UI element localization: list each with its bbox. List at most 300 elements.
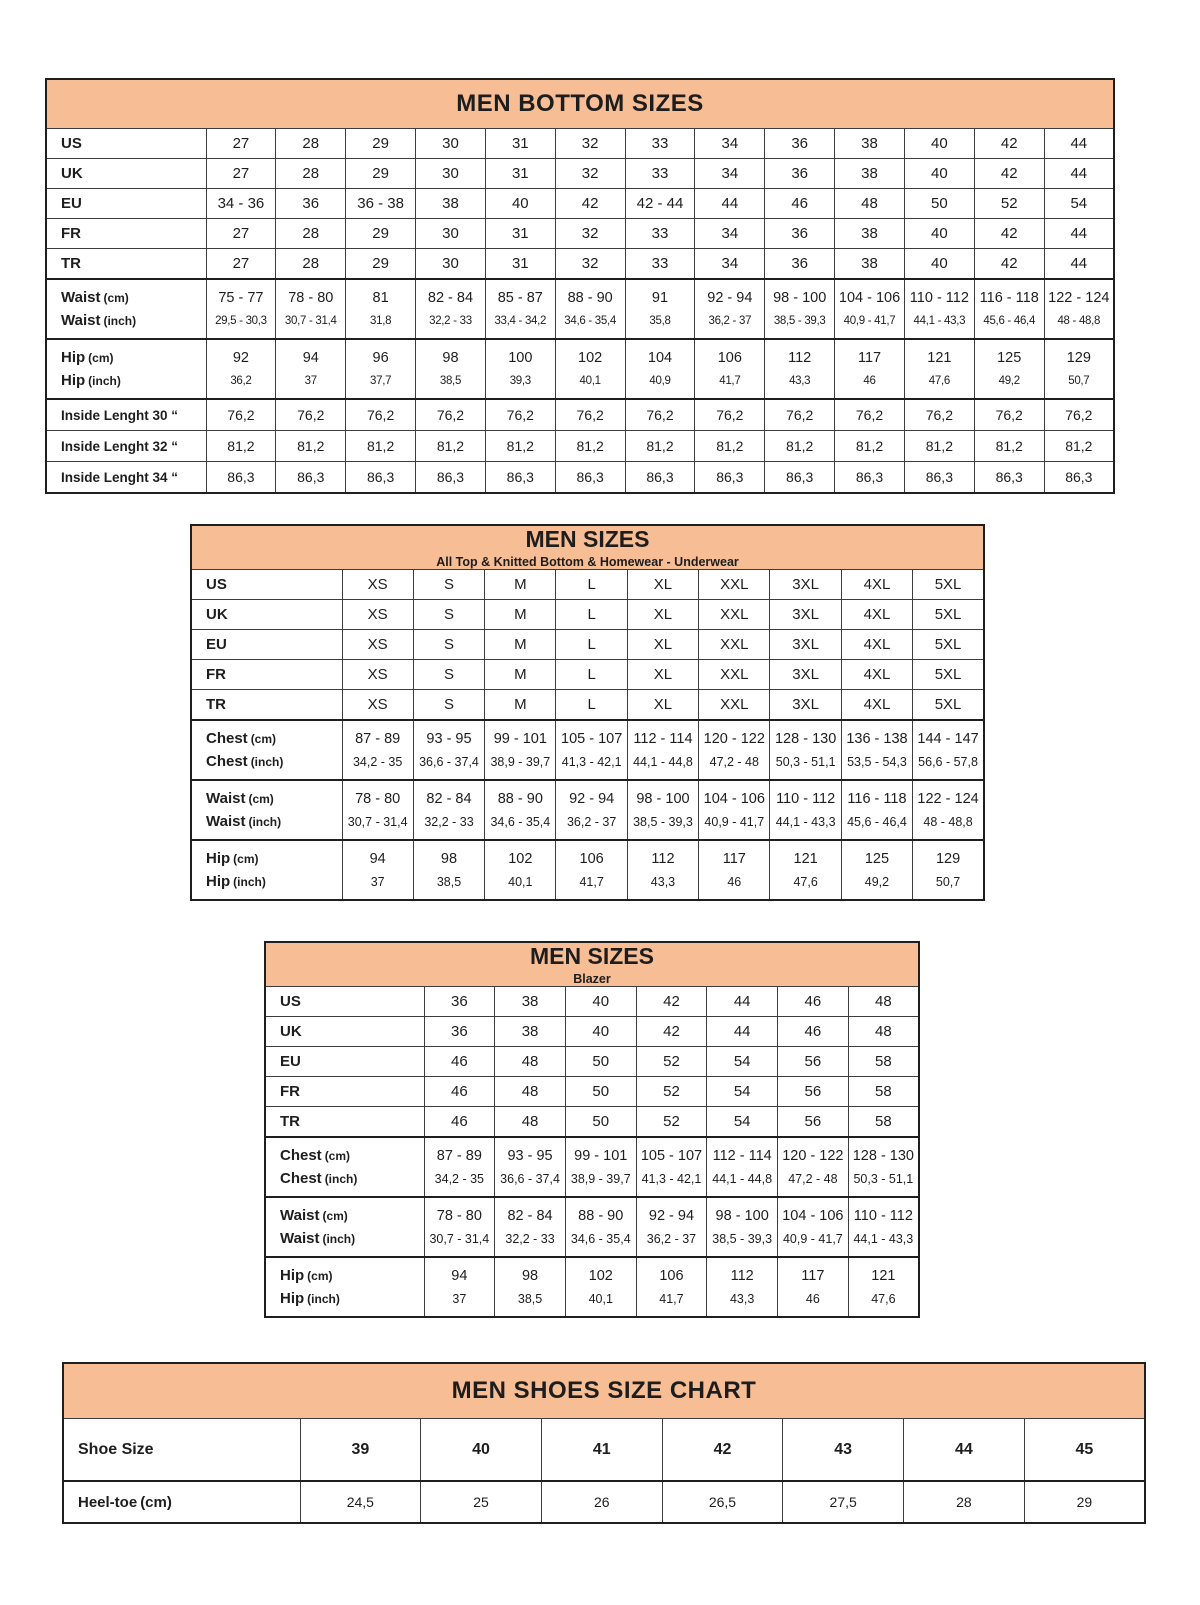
value-cell: 42: [636, 1017, 707, 1047]
table-header-band: [46, 79, 1114, 129]
value-cell: 93 - 95: [495, 1137, 566, 1168]
value-cell: 88 - 90: [555, 279, 625, 310]
row-label-cell: [191, 690, 342, 721]
value-cell: 98: [495, 1257, 566, 1288]
value-cell: 40,9 - 41,7: [835, 310, 905, 339]
value-cell: 86,3: [835, 462, 905, 494]
value-cell: XS: [342, 600, 413, 630]
value-cell: 93 - 95: [413, 720, 484, 751]
table-row: [46, 189, 1114, 219]
value-cell: 36,2: [206, 370, 276, 399]
row-label: TR: [206, 696, 226, 713]
value-cell: 29: [346, 249, 416, 280]
row-label: Waist: [206, 813, 246, 830]
value-cell: S: [413, 570, 484, 600]
value-cell: 128 - 130: [770, 720, 841, 751]
value-cell: 46: [424, 1047, 495, 1077]
value-cell: 86,3: [625, 462, 695, 494]
value-cell: 76,2: [904, 399, 974, 431]
value-cell: 29: [346, 219, 416, 249]
value-cell: 76,2: [625, 399, 695, 431]
table-row: [46, 462, 1114, 494]
value-cell: XXL: [699, 600, 770, 630]
value-cell: 46: [765, 189, 835, 219]
value-cell: 47,2 - 48: [699, 751, 770, 780]
value-cell: 37: [424, 1288, 495, 1317]
row-label-cell: [46, 399, 206, 431]
value-cell: 120 - 122: [778, 1137, 849, 1168]
row-label-unit: (cm): [233, 852, 259, 866]
value-cell: 43,3: [707, 1288, 778, 1317]
value-cell: 44: [1044, 159, 1114, 189]
value-cell: 52: [974, 189, 1044, 219]
row-label: Waist: [61, 312, 101, 329]
value-cell: 120 - 122: [699, 720, 770, 751]
value-cell: 29,5 - 30,3: [206, 310, 276, 339]
row-label-cell: [265, 1168, 424, 1197]
men-sizes-blazer-grid: [264, 941, 920, 1318]
table-row: [191, 600, 984, 630]
value-cell: 34,6 - 35,4: [555, 310, 625, 339]
row-label: Waist: [280, 1207, 320, 1224]
value-cell: 92 - 94: [695, 279, 765, 310]
value-cell: 94: [342, 840, 413, 871]
value-cell: 40: [421, 1419, 542, 1482]
value-cell: L: [556, 600, 627, 630]
value-cell: 92 - 94: [636, 1197, 707, 1228]
men-sizes-blazer-table: [264, 941, 920, 1318]
value-cell: 46: [424, 1107, 495, 1138]
table-header-row: [265, 942, 919, 987]
table-row: [265, 1168, 919, 1197]
value-cell: 110 - 112: [848, 1197, 919, 1228]
value-cell: 104 - 106: [699, 780, 770, 811]
value-cell: 86,3: [276, 462, 346, 494]
table-header-band: [63, 1363, 1145, 1419]
table-row: [265, 1228, 919, 1257]
value-cell: 35,8: [625, 310, 695, 339]
value-cell: 45: [1024, 1419, 1145, 1482]
row-label-unit: (cm): [250, 732, 277, 746]
value-cell: 88 - 90: [565, 1197, 636, 1228]
table-title: MEN BOTTOM SIZES: [456, 89, 704, 117]
table-row: [191, 811, 984, 840]
value-cell: 76,2: [835, 399, 905, 431]
value-cell: 38: [835, 219, 905, 249]
value-cell: 102: [485, 840, 556, 871]
value-cell: 76,2: [1044, 399, 1114, 431]
value-cell: 86,3: [485, 462, 555, 494]
value-cell: M: [485, 600, 556, 630]
value-cell: 81,2: [904, 431, 974, 462]
table-row: [191, 871, 984, 900]
value-cell: 43,3: [765, 370, 835, 399]
table-subtitle: All Top & Knitted Bottom & Homewear - Underwear: [436, 554, 739, 569]
value-cell: 48 - 48,8: [913, 811, 984, 840]
value-cell: 98 - 100: [707, 1197, 778, 1228]
row-label-unit: (inch): [324, 1172, 358, 1186]
value-cell: M: [485, 630, 556, 660]
value-cell: 76,2: [416, 399, 486, 431]
value-cell: 43,3: [627, 871, 698, 900]
row-label: Waist: [280, 1230, 320, 1247]
value-cell: 75 - 77: [206, 279, 276, 310]
value-cell: 36: [765, 129, 835, 159]
value-cell: 38,5: [413, 871, 484, 900]
value-cell: 41,3 - 42,1: [636, 1168, 707, 1197]
value-cell: 81,2: [974, 431, 1044, 462]
value-cell: 48: [848, 1017, 919, 1047]
row-label-unit: (inch): [248, 815, 282, 829]
value-cell: 76,2: [206, 399, 276, 431]
row-label-cell: [46, 279, 206, 310]
value-cell: 24,5: [300, 1481, 421, 1523]
value-cell: 117: [699, 840, 770, 871]
value-cell: 86,3: [765, 462, 835, 494]
value-cell: 36: [424, 987, 495, 1017]
value-cell: M: [485, 570, 556, 600]
table-row: [46, 370, 1114, 399]
row-label: Chest: [280, 1170, 322, 1187]
value-cell: 4XL: [841, 570, 912, 600]
value-cell: 98: [413, 840, 484, 871]
value-cell: 76,2: [485, 399, 555, 431]
value-cell: 44,1 - 43,3: [904, 310, 974, 339]
men-shoes-size-chart-grid: [62, 1362, 1146, 1524]
value-cell: 34: [695, 159, 765, 189]
row-label: TR: [280, 1113, 300, 1130]
value-cell: 30,7 - 31,4: [342, 811, 413, 840]
table-row: [265, 1137, 919, 1168]
value-cell: 26: [541, 1481, 662, 1523]
value-cell: 36: [276, 189, 346, 219]
value-cell: 121: [904, 339, 974, 370]
value-cell: XXL: [699, 660, 770, 690]
value-cell: 4XL: [841, 690, 912, 721]
table-row: [191, 690, 984, 721]
value-cell: 33,4 - 34,2: [485, 310, 555, 339]
value-cell: 34: [695, 249, 765, 280]
value-cell: 46: [699, 871, 770, 900]
value-cell: 48: [495, 1047, 566, 1077]
value-cell: 86,3: [974, 462, 1044, 494]
value-cell: 26,5: [662, 1481, 783, 1523]
value-cell: 96: [346, 339, 416, 370]
value-cell: 44: [707, 987, 778, 1017]
value-cell: 45,6 - 46,4: [974, 310, 1044, 339]
row-label-cell: [191, 600, 342, 630]
row-label-cell: [191, 840, 342, 871]
value-cell: 116 - 118: [841, 780, 912, 811]
table-row: [191, 780, 984, 811]
value-cell: 112 - 114: [707, 1137, 778, 1168]
table-title: MEN SHOES SIZE CHART: [451, 1376, 757, 1404]
value-cell: 76,2: [555, 399, 625, 431]
value-cell: 42: [662, 1419, 783, 1482]
row-label: TR: [61, 255, 81, 272]
value-cell: 30: [416, 129, 486, 159]
value-cell: 105 - 107: [556, 720, 627, 751]
value-cell: 82 - 84: [495, 1197, 566, 1228]
value-cell: 76,2: [346, 399, 416, 431]
men-bottom-sizes-table: [45, 78, 1115, 494]
value-cell: 38: [835, 129, 905, 159]
value-cell: 41,7: [556, 871, 627, 900]
value-cell: 112 - 114: [627, 720, 698, 751]
value-cell: 50,3 - 51,1: [770, 751, 841, 780]
value-cell: 36: [765, 159, 835, 189]
value-cell: 81,2: [765, 431, 835, 462]
value-cell: 54: [707, 1047, 778, 1077]
value-cell: 56,6 - 57,8: [913, 751, 984, 780]
value-cell: 54: [707, 1077, 778, 1107]
row-label-unit: (cm): [103, 291, 129, 305]
value-cell: 117: [778, 1257, 849, 1288]
row-label-unit: (cm): [307, 1269, 333, 1283]
value-cell: 36: [765, 219, 835, 249]
men-bottom-sizes-grid: [45, 78, 1115, 494]
value-cell: 36,2 - 37: [636, 1228, 707, 1257]
value-cell: XL: [627, 630, 698, 660]
value-cell: 87 - 89: [342, 720, 413, 751]
row-label: Chest: [280, 1147, 322, 1164]
value-cell: 32,2 - 33: [416, 310, 486, 339]
value-cell: 36,2 - 37: [556, 811, 627, 840]
row-label-cell: [265, 1017, 424, 1047]
value-cell: XXL: [699, 570, 770, 600]
value-cell: S: [413, 690, 484, 721]
value-cell: 81,2: [625, 431, 695, 462]
row-label-unit: (inch): [233, 875, 266, 889]
row-label: US: [206, 576, 227, 593]
value-cell: 48: [495, 1107, 566, 1138]
value-cell: 27: [206, 249, 276, 280]
row-label: Hip: [206, 873, 231, 890]
value-cell: 39: [300, 1419, 421, 1482]
value-cell: 34,6 - 35,4: [565, 1228, 636, 1257]
row-label: Hip: [61, 372, 86, 389]
value-cell: 52: [636, 1107, 707, 1138]
value-cell: 76,2: [765, 399, 835, 431]
value-cell: 34: [695, 129, 765, 159]
value-cell: 106: [695, 339, 765, 370]
value-cell: 104 - 106: [835, 279, 905, 310]
value-cell: 34 - 36: [206, 189, 276, 219]
row-label: Inside Lenght 32 “: [61, 439, 179, 454]
value-cell: 50,7: [913, 871, 984, 900]
value-cell: 31,8: [346, 310, 416, 339]
row-label-cell: [191, 660, 342, 690]
value-cell: 50: [904, 189, 974, 219]
row-label: US: [61, 135, 82, 152]
value-cell: 44: [695, 189, 765, 219]
row-label-cell: [265, 1257, 424, 1288]
value-cell: 38,5 - 39,3: [627, 811, 698, 840]
row-label-cell: [191, 751, 342, 780]
row-label-unit: (cm): [322, 1209, 348, 1223]
value-cell: 30,7 - 31,4: [424, 1228, 495, 1257]
value-cell: 76,2: [695, 399, 765, 431]
value-cell: 56: [778, 1107, 849, 1138]
value-cell: 4XL: [841, 660, 912, 690]
row-label-cell: [46, 370, 206, 399]
value-cell: 50,7: [1044, 370, 1114, 399]
row-label: Hip: [61, 349, 86, 366]
row-label-unit: (inch): [322, 1232, 356, 1246]
value-cell: 38,5 - 39,3: [765, 310, 835, 339]
value-cell: 47,2 - 48: [778, 1168, 849, 1197]
value-cell: 105 - 107: [636, 1137, 707, 1168]
value-cell: 30: [416, 219, 486, 249]
value-cell: 28: [904, 1481, 1025, 1523]
row-label-cell: [46, 431, 206, 462]
value-cell: 40: [565, 987, 636, 1017]
value-cell: 56: [778, 1047, 849, 1077]
value-cell: 25: [421, 1481, 542, 1523]
table-title: MEN SIZES: [530, 943, 654, 970]
value-cell: 4XL: [841, 600, 912, 630]
value-cell: 78 - 80: [342, 780, 413, 811]
row-label-cell: [46, 310, 206, 339]
value-cell: 40: [485, 189, 555, 219]
value-cell: 38,5: [495, 1288, 566, 1317]
value-cell: 121: [770, 840, 841, 871]
value-cell: 121: [848, 1257, 919, 1288]
value-cell: 86,3: [346, 462, 416, 494]
value-cell: 87 - 89: [424, 1137, 495, 1168]
value-cell: 45,6 - 46,4: [841, 811, 912, 840]
value-cell: 42: [974, 159, 1044, 189]
value-cell: 3XL: [770, 600, 841, 630]
row-label-cell: [46, 159, 206, 189]
row-label-cell: [63, 1419, 300, 1482]
row-label-cell: [265, 1107, 424, 1138]
value-cell: 98: [416, 339, 486, 370]
value-cell: 44: [1044, 219, 1114, 249]
value-cell: 34: [695, 219, 765, 249]
value-cell: 81: [346, 279, 416, 310]
value-cell: S: [413, 630, 484, 660]
value-cell: 50,3 - 51,1: [848, 1168, 919, 1197]
value-cell: 58: [848, 1047, 919, 1077]
value-cell: 42 - 44: [625, 189, 695, 219]
value-cell: 46: [835, 370, 905, 399]
row-label-cell: [191, 720, 342, 751]
table-subtitle: Blazer: [573, 971, 611, 986]
row-label-cell: [265, 1197, 424, 1228]
value-cell: L: [556, 660, 627, 690]
table-header-row: [63, 1363, 1145, 1419]
value-cell: 27: [206, 219, 276, 249]
value-cell: 46: [778, 1017, 849, 1047]
value-cell: 40: [904, 219, 974, 249]
value-cell: 5XL: [913, 690, 984, 721]
value-cell: 42: [636, 987, 707, 1017]
row-label: Shoe Size: [78, 1440, 154, 1458]
value-cell: 81,2: [555, 431, 625, 462]
row-label-cell: [191, 780, 342, 811]
value-cell: 106: [636, 1257, 707, 1288]
value-cell: 85 - 87: [485, 279, 555, 310]
value-cell: 38,5 - 39,3: [707, 1228, 778, 1257]
table-row: [265, 1017, 919, 1047]
value-cell: 116 - 118: [974, 279, 1044, 310]
row-label-cell: [191, 630, 342, 660]
row-label-unit: (cm): [248, 792, 274, 806]
row-label-cell: [265, 1288, 424, 1317]
row-label: FR: [206, 666, 226, 683]
value-cell: 38: [416, 189, 486, 219]
value-cell: 122 - 124: [913, 780, 984, 811]
value-cell: 110 - 112: [904, 279, 974, 310]
table-row: [191, 660, 984, 690]
value-cell: 34,2 - 35: [424, 1168, 495, 1197]
table-row: [265, 1288, 919, 1317]
row-label-cell: [265, 1228, 424, 1257]
value-cell: 81,2: [206, 431, 276, 462]
row-label: US: [280, 993, 301, 1010]
value-cell: 92: [206, 339, 276, 370]
table-row: [46, 279, 1114, 310]
value-cell: 78 - 80: [424, 1197, 495, 1228]
value-cell: 3XL: [770, 570, 841, 600]
value-cell: 40: [904, 249, 974, 280]
value-cell: 99 - 101: [565, 1137, 636, 1168]
value-cell: 29: [1024, 1481, 1145, 1523]
value-cell: 81,2: [835, 431, 905, 462]
value-cell: 32: [555, 159, 625, 189]
value-cell: 30: [416, 159, 486, 189]
value-cell: 32: [555, 129, 625, 159]
table-row: [46, 129, 1114, 159]
value-cell: 125: [974, 339, 1044, 370]
men-sizes-tops-table: [190, 524, 985, 901]
row-label-unit: (cm): [324, 1149, 351, 1163]
table-row: [265, 1107, 919, 1138]
value-cell: 110 - 112: [770, 780, 841, 811]
value-cell: 76,2: [276, 399, 346, 431]
value-cell: 39,3: [485, 370, 555, 399]
value-cell: 53,5 - 54,3: [841, 751, 912, 780]
value-cell: 27: [206, 129, 276, 159]
value-cell: 129: [913, 840, 984, 871]
value-cell: 5XL: [913, 660, 984, 690]
value-cell: 46: [778, 1288, 849, 1317]
value-cell: XS: [342, 660, 413, 690]
value-cell: 91: [625, 279, 695, 310]
value-cell: 76,2: [974, 399, 1044, 431]
value-cell: 48: [848, 987, 919, 1017]
value-cell: 144 - 147: [913, 720, 984, 751]
table-header-band: [191, 525, 984, 570]
value-cell: 86,3: [416, 462, 486, 494]
value-cell: 38,9 - 39,7: [485, 751, 556, 780]
value-cell: 92 - 94: [556, 780, 627, 811]
value-cell: 98 - 100: [765, 279, 835, 310]
value-cell: 40,1: [555, 370, 625, 399]
row-label: Hip: [206, 850, 231, 867]
row-label-cell: [46, 249, 206, 280]
value-cell: L: [556, 570, 627, 600]
value-cell: 38: [495, 1017, 566, 1047]
value-cell: XXL: [699, 630, 770, 660]
value-cell: 41: [541, 1419, 662, 1482]
value-cell: 58: [848, 1107, 919, 1138]
value-cell: 94: [276, 339, 346, 370]
value-cell: 29: [346, 129, 416, 159]
table-header-band: [265, 942, 919, 987]
men-shoes-size-chart-table: [62, 1362, 1146, 1524]
